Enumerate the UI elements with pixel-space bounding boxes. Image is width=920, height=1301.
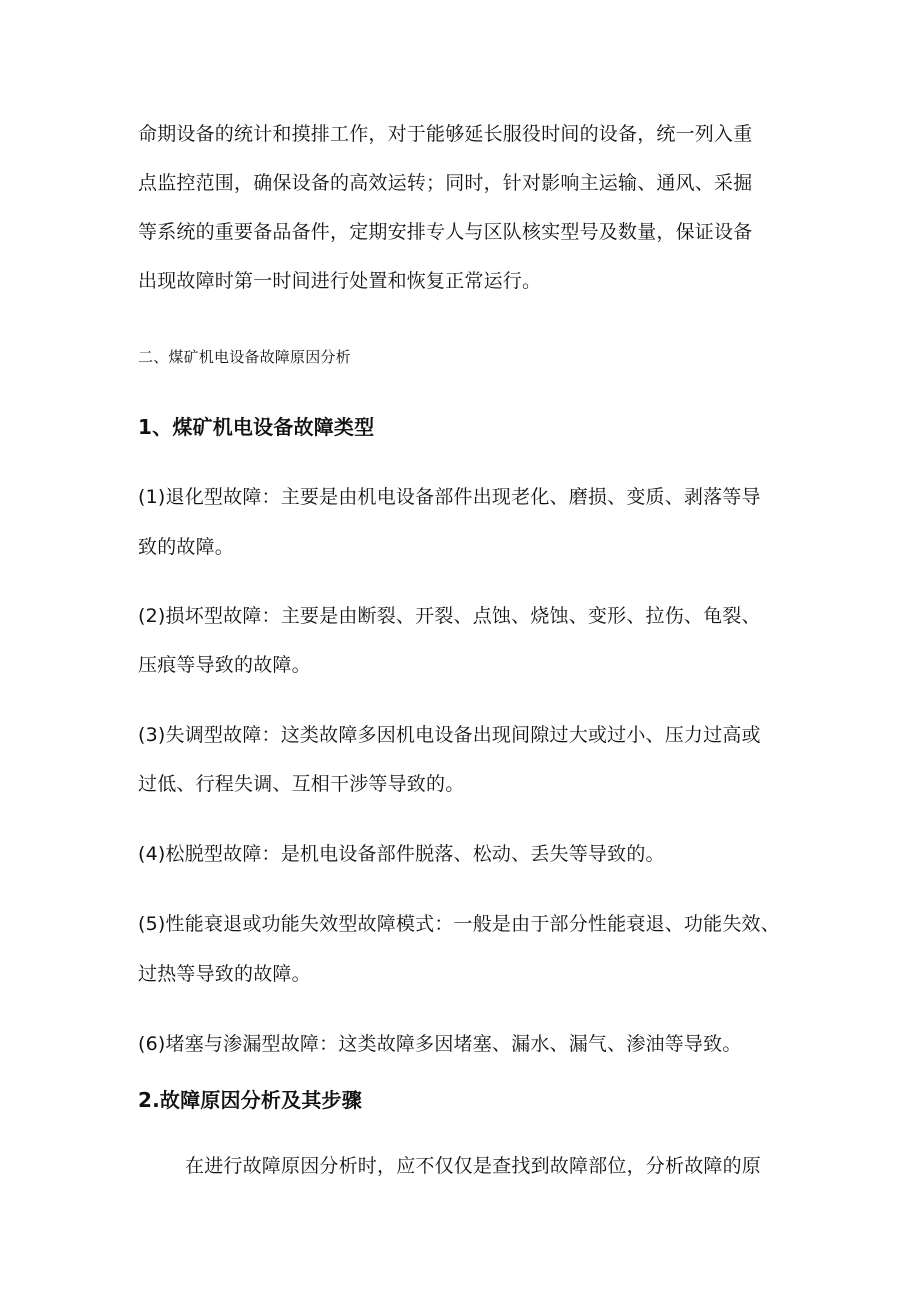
intro-line-1: 命期设备的统计和摸排工作，对于能够延长服役时间的设备，统一列入重 — [138, 123, 753, 145]
intro-line-3: 等系统的重要备品备件，定期安排专人与区队核实型号及数量，保证设备 — [138, 221, 753, 243]
fault-type-6-line-1: (6)堵塞与渗漏型故障：这类故障多因堵塞、漏水、漏气、渗油等导致。 — [138, 1033, 742, 1055]
fault-type-3-line-2: 过低、行程失调、互相干涉等导致的。 — [138, 773, 465, 795]
intro-line-4: 出现故障时第一时间进行处置和恢复正常运行。 — [138, 270, 542, 292]
fault-type-2-line-2: 压痕等导致的故障。 — [138, 654, 311, 676]
fault-type-3-line-1: (3)失调型故障：这类故障多因机电设备出现间隙过大或过小、压力过高或 — [138, 724, 761, 746]
fault-type-5-line-2: 过热等导致的故障。 — [138, 963, 311, 985]
subsection-2-title: 2.故障原因分析及其步骤 — [138, 1088, 362, 1112]
section-title: 二、煤矿机电设备故障原因分析 — [138, 348, 351, 366]
fault-type-1-line-2: 致的故障。 — [138, 536, 235, 558]
fault-type-5-line-1: (5)性能衰退或功能失效型故障模式：一般是由于部分性能衰退、功能失效、 — [138, 913, 780, 935]
subsection-2-paragraph-line-1: 在进行故障原因分析时，应不仅仅是查找到故障部位，分析故障的原 — [185, 1155, 762, 1177]
intro-line-2: 点监控范围，确保设备的高效运转；同时，针对影响主运输、通风、采掘 — [138, 172, 753, 194]
subsection-1-title: 1、煤矿机电设备故障类型 — [138, 415, 375, 439]
fault-type-4-line-1: (4)松脱型故障：是机电设备部件脱落、松动、丢失等导致的。 — [138, 843, 665, 865]
fault-type-2-line-1: (2)损坏型故障：主要是由断裂、开裂、点蚀、烧蚀、变形、拉伤、龟裂、 — [138, 605, 761, 627]
fault-type-1-line-1: (1)退化型故障：主要是由机电设备部件出现老化、磨损、变质、剥落等导 — [138, 486, 761, 508]
